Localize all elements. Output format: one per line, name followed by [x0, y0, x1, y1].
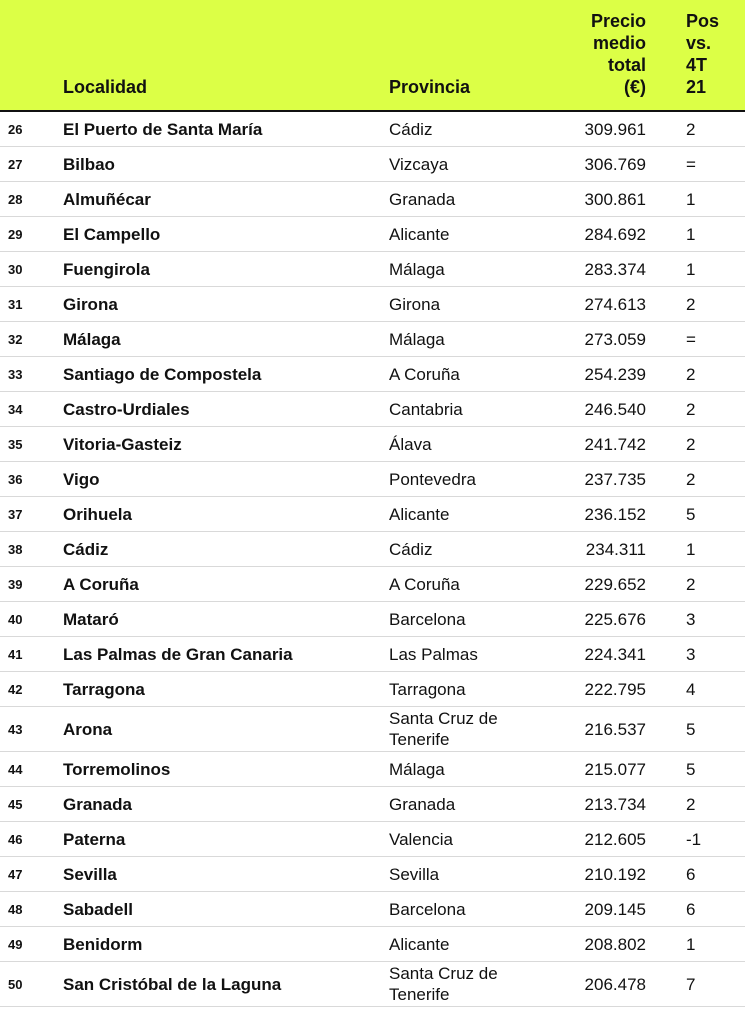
localidad-cell: Cádiz — [63, 532, 389, 567]
rank-cell: 49 — [0, 927, 63, 962]
table-row — [0, 962, 745, 1007]
provincia-cell: Álava — [389, 427, 544, 462]
localidad-cell: Girona — [63, 287, 389, 322]
precio-cell: 208.802 — [544, 927, 666, 962]
rank-cell: 32 — [0, 322, 63, 357]
precio-cell: 254.239 — [544, 357, 666, 392]
precio-cell: 215.077 — [544, 752, 666, 787]
localidad-cell: El Puerto de Santa María — [63, 111, 389, 147]
table-row — [0, 462, 745, 497]
rank-cell: 26 — [0, 111, 63, 147]
localidad-cell: Vitoria-Gasteiz — [63, 427, 389, 462]
pos-cell: = — [666, 147, 745, 182]
table-row — [0, 892, 745, 927]
localidad-cell: Castro-Urdiales — [63, 392, 389, 427]
provincia-cell: A Coruña — [389, 357, 544, 392]
pos-cell: 2 — [666, 567, 745, 602]
table-row — [0, 637, 745, 672]
precio-cell: 206.478 — [544, 962, 666, 1007]
pos-cell: 1 — [666, 182, 745, 217]
rank-cell: 37 — [0, 497, 63, 532]
rank-cell: 27 — [0, 147, 63, 182]
localidad-cell: Orihuela — [63, 497, 389, 532]
table-body — [0, 111, 745, 1007]
precio-cell: 222.795 — [544, 672, 666, 707]
provincia-cell: Granada — [389, 787, 544, 822]
provincia-cell: Santa Cruz de Tenerife — [389, 707, 544, 752]
precio-cell: 309.961 — [544, 111, 666, 147]
localidad-cell: Tarragona — [63, 672, 389, 707]
provincia-cell: Pontevedra — [389, 462, 544, 497]
precio-cell: 236.152 — [544, 497, 666, 532]
rank-cell: 43 — [0, 707, 63, 752]
localidad-cell: San Cristóbal de la Laguna — [63, 962, 389, 1007]
precio-cell: 274.613 — [544, 287, 666, 322]
precio-cell: 216.537 — [544, 707, 666, 752]
precio-cell: 225.676 — [544, 602, 666, 637]
provincia-cell: Málaga — [389, 252, 544, 287]
provincia-cell: Málaga — [389, 322, 544, 357]
localidad-cell: Sevilla — [63, 857, 389, 892]
rank-cell: 29 — [0, 217, 63, 252]
localidad-cell: Las Palmas de Gran Canaria — [63, 637, 389, 672]
rank-cell: 28 — [0, 182, 63, 217]
table-row — [0, 427, 745, 462]
localidad-cell: Santiago de Compostela — [63, 357, 389, 392]
pos-header — [666, 0, 745, 111]
precio-cell: 210.192 — [544, 857, 666, 892]
pos-header-line: 21 — [686, 77, 707, 97]
rank-cell: 36 — [0, 462, 63, 497]
provincia-cell: Sevilla — [389, 857, 544, 892]
provincia-cell: Cádiz — [389, 532, 544, 567]
localidad-cell: Vigo — [63, 462, 389, 497]
rank-cell: 39 — [0, 567, 63, 602]
rank-cell: 48 — [0, 892, 63, 927]
rank-header — [0, 0, 63, 111]
table-row — [0, 567, 745, 602]
pos-cell: 3 — [666, 602, 745, 637]
pos-cell: -1 — [666, 822, 745, 857]
pos-cell: 1 — [666, 927, 745, 962]
rank-cell: 44 — [0, 752, 63, 787]
precio-cell: 241.742 — [544, 427, 666, 462]
pos-cell: 2 — [666, 287, 745, 322]
provincia-cell: Tarragona — [389, 672, 544, 707]
table-row — [0, 602, 745, 637]
rank-cell: 46 — [0, 822, 63, 857]
precio-cell: 273.059 — [544, 322, 666, 357]
precio-cell: 283.374 — [544, 252, 666, 287]
pos-cell: 2 — [666, 357, 745, 392]
pos-cell: 6 — [666, 892, 745, 927]
rank-cell: 38 — [0, 532, 63, 567]
table-row — [0, 857, 745, 892]
table-row — [0, 217, 745, 252]
table-header-row — [0, 0, 745, 111]
pos-cell: 1 — [666, 532, 745, 567]
provincia-cell: Las Palmas — [389, 637, 544, 672]
pos-cell: 6 — [666, 857, 745, 892]
provincia-cell: Barcelona — [389, 892, 544, 927]
pos-cell: 2 — [666, 462, 745, 497]
precio-cell: 300.861 — [544, 182, 666, 217]
provincia-cell: Cádiz — [389, 111, 544, 147]
pos-cell: 5 — [666, 497, 745, 532]
rank-cell: 45 — [0, 787, 63, 822]
localidad-cell: Almuñécar — [63, 182, 389, 217]
precio-header-line: medio — [592, 33, 646, 53]
pos-cell: = — [666, 322, 745, 357]
table-row — [0, 787, 745, 822]
precio-cell: 246.540 — [544, 392, 666, 427]
table-row — [0, 252, 745, 287]
pos-cell: 4 — [666, 672, 745, 707]
provincia-cell: Valencia — [389, 822, 544, 857]
localidad-cell: Málaga — [63, 322, 389, 357]
table-row — [0, 497, 745, 532]
rank-cell: 50 — [0, 962, 63, 1007]
table-row — [0, 822, 745, 857]
pos-cell: 2 — [666, 392, 745, 427]
localidad-cell: Paterna — [63, 822, 389, 857]
localidad-cell: Benidorm — [63, 927, 389, 962]
precio-header-line: (€) — [624, 77, 646, 97]
localidad-cell: Arona — [63, 707, 389, 752]
table-row — [0, 672, 745, 707]
localidad-cell: Fuengirola — [63, 252, 389, 287]
pos-cell: 1 — [666, 252, 745, 287]
table-row — [0, 182, 745, 217]
precio-cell: 209.145 — [544, 892, 666, 927]
table-row — [0, 392, 745, 427]
pos-cell: 5 — [666, 752, 745, 787]
rank-cell: 47 — [0, 857, 63, 892]
localidad-cell: Mataró — [63, 602, 389, 637]
pos-cell: 3 — [666, 637, 745, 672]
rank-cell: 41 — [0, 637, 63, 672]
precio-cell: 213.734 — [544, 787, 666, 822]
rank-cell: 34 — [0, 392, 63, 427]
provincia-cell: A Coruña — [389, 567, 544, 602]
precio-header-line: Precio — [590, 11, 646, 31]
provincia-cell: Barcelona — [389, 602, 544, 637]
precio-cell: 234.311 — [544, 532, 666, 567]
provincia-cell: Cantabria — [389, 392, 544, 427]
precio-cell: 284.692 — [544, 217, 666, 252]
localidad-cell: Sabadell — [63, 892, 389, 927]
precio-cell: 224.341 — [544, 637, 666, 672]
localidad-header: Localidad — [63, 0, 389, 111]
table-row — [0, 111, 745, 147]
pos-header-line: 4T — [686, 55, 708, 75]
precio-cell: 306.769 — [544, 147, 666, 182]
provincia-cell: Alicante — [389, 217, 544, 252]
rank-cell: 40 — [0, 602, 63, 637]
rank-cell: 42 — [0, 672, 63, 707]
rank-cell: 33 — [0, 357, 63, 392]
precio-cell: 229.652 — [544, 567, 666, 602]
table-row — [0, 147, 745, 182]
pos-cell: 2 — [666, 787, 745, 822]
table-row — [0, 322, 745, 357]
pos-cell: 7 — [666, 962, 745, 1007]
provincia-cell: Alicante — [389, 497, 544, 532]
rank-cell: 31 — [0, 287, 63, 322]
precio-cell: 237.735 — [544, 462, 666, 497]
localidad-cell: Torremolinos — [63, 752, 389, 787]
provincia-cell: Granada — [389, 182, 544, 217]
pos-header-line: vs. — [686, 33, 712, 53]
localidad-cell: A Coruña — [63, 567, 389, 602]
table-row — [0, 532, 745, 567]
precio-header-line: total — [608, 55, 646, 75]
provincia-cell: Girona — [389, 287, 544, 322]
provincia-cell: Vizcaya — [389, 147, 544, 182]
precio-header — [544, 0, 666, 111]
table-row — [0, 287, 745, 322]
table-row — [0, 752, 745, 787]
provincia-cell: Santa Cruz de Tenerife — [389, 962, 544, 1007]
pos-cell: 2 — [666, 111, 745, 147]
provincia-header: Provincia — [389, 0, 544, 111]
precio-cell: 212.605 — [544, 822, 666, 857]
localidad-cell: El Campello — [63, 217, 389, 252]
table-row — [0, 357, 745, 392]
pos-header-line: Pos — [686, 11, 720, 31]
rank-cell: 35 — [0, 427, 63, 462]
pos-cell: 5 — [666, 707, 745, 752]
localidad-cell: Bilbao — [63, 147, 389, 182]
provincia-cell: Alicante — [389, 927, 544, 962]
pos-cell: 1 — [666, 217, 745, 252]
pos-cell: 2 — [666, 427, 745, 462]
table-row — [0, 707, 745, 752]
rank-cell: 30 — [0, 252, 63, 287]
localidad-cell: Granada — [63, 787, 389, 822]
table-row — [0, 927, 745, 962]
provincia-cell: Málaga — [389, 752, 544, 787]
